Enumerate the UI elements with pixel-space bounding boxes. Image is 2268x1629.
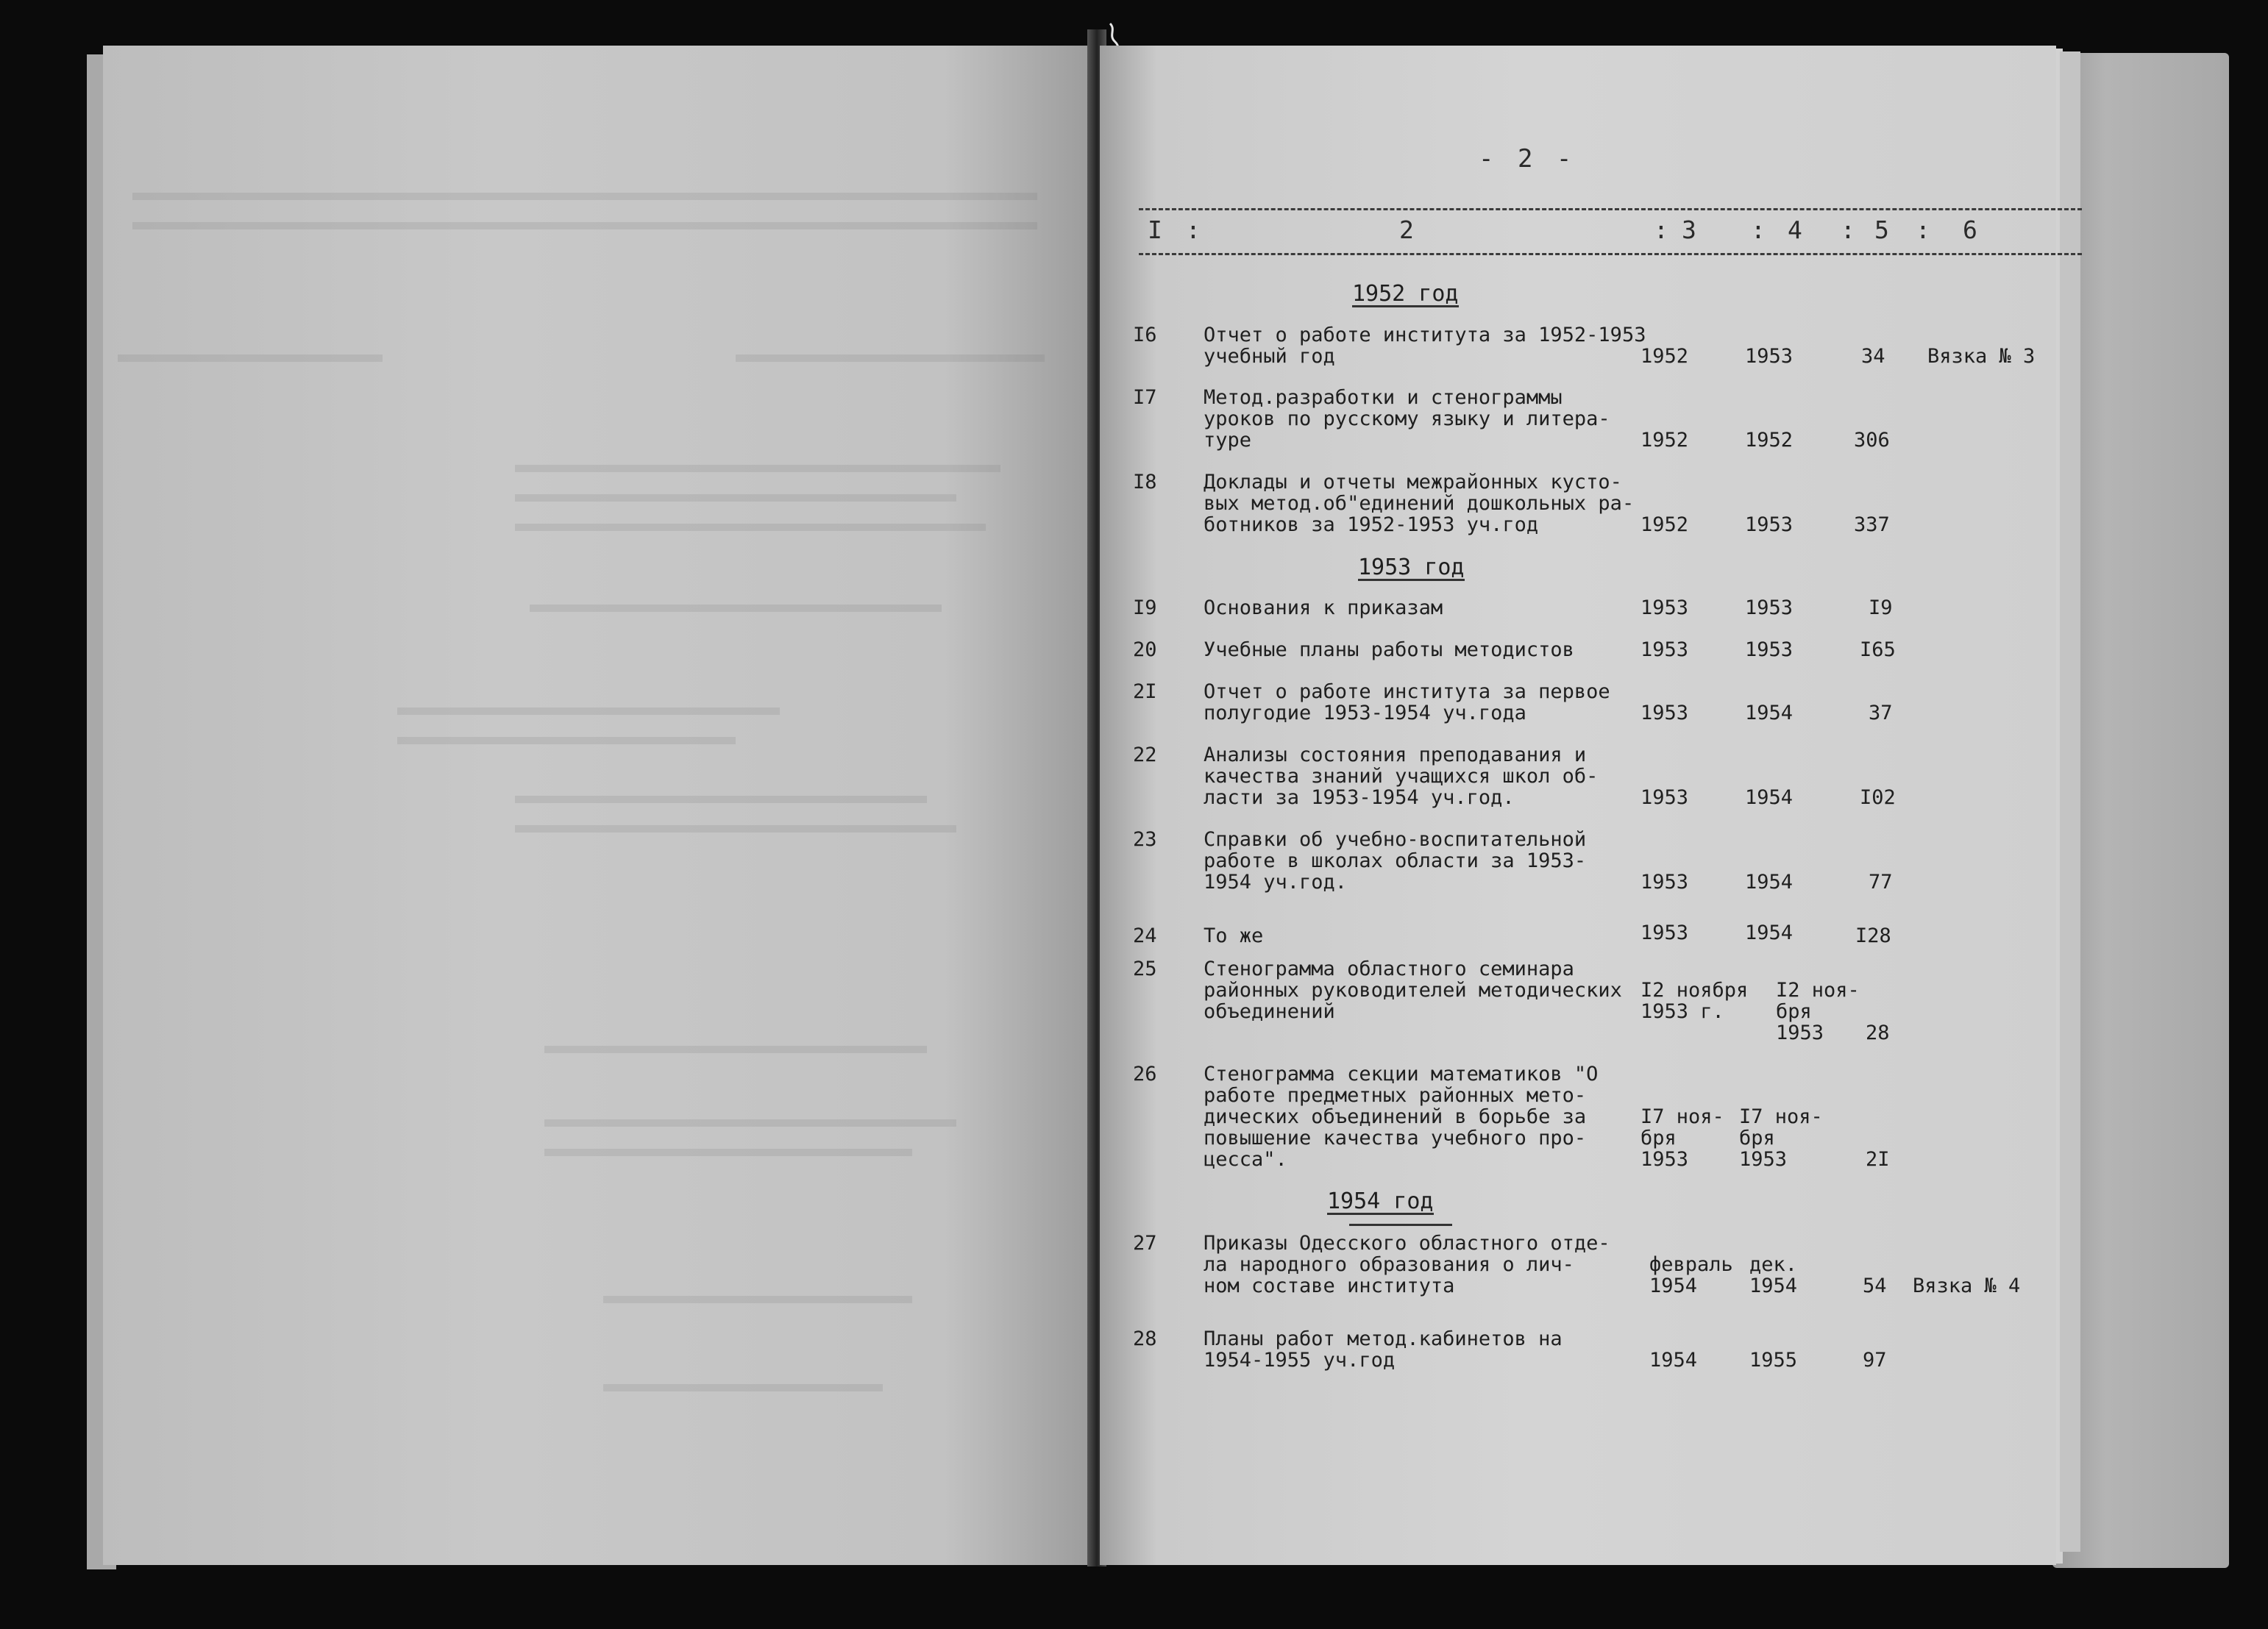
row-end-date: 1952 — [1745, 429, 1794, 452]
left-page — [103, 46, 1092, 1565]
column-header-2: 2 — [1399, 215, 1414, 244]
row-sheet-count: I28 — [1855, 924, 1891, 947]
row-end-date: 1954 — [1745, 786, 1794, 809]
row-end-date: 1955 — [1749, 1349, 1798, 1372]
row-number: 24 — [1133, 924, 1157, 947]
row-end-date: 1953 — [1745, 513, 1794, 536]
row-sheet-count: 2I — [1866, 1148, 1890, 1171]
row-sheet-count: 28 — [1866, 1022, 1890, 1044]
row-title: Отчет о работе института за первое полугодие 1953-1954 уч.года — [1204, 680, 1610, 724]
column-header-3: 3 — [1682, 215, 1696, 244]
row-sheet-count: 337 — [1854, 513, 1890, 536]
row-number: I9 — [1133, 596, 1157, 619]
row-note: Вязка № 4 — [1913, 1275, 2021, 1297]
row-title: То же — [1204, 924, 1264, 947]
header-rule-top — [1139, 208, 2082, 210]
row-number: 20 — [1133, 638, 1157, 661]
row-sheet-count: 37 — [1869, 702, 1893, 724]
row-number: 26 — [1133, 1063, 1157, 1086]
page-stack-edge — [2060, 51, 2080, 1552]
row-end-date: 1953 — [1745, 638, 1794, 661]
column-header-6: 6 — [1963, 215, 1977, 244]
row-title: Основания к приказам — [1204, 596, 1443, 619]
column-separator: : — [1841, 215, 1855, 244]
row-start-date: 1953 — [1640, 786, 1689, 809]
row-sheet-count: 77 — [1869, 871, 1893, 894]
column-header-4: 4 — [1788, 215, 1802, 244]
row-end-date: 1953 — [1745, 596, 1794, 619]
row-end-date: 1954 — [1745, 922, 1794, 944]
page-number: - 2 - — [1479, 144, 1576, 174]
year-underline — [1349, 1224, 1452, 1226]
row-start-date: 1953 — [1640, 922, 1689, 944]
row-start-date: 1952 — [1640, 429, 1689, 452]
row-number: 25 — [1133, 958, 1157, 980]
row-end-date: 1954 — [1745, 871, 1794, 894]
row-number: I8 — [1133, 471, 1157, 493]
row-title: Стенограмма областного семинара районных руководителей методических объединений — [1204, 958, 1622, 1023]
row-start-date: 1954 — [1649, 1349, 1698, 1372]
row-sheet-count: 97 — [1863, 1349, 1887, 1372]
row-sheet-count: I9 — [1869, 596, 1893, 619]
row-start-date: 1953 — [1640, 871, 1689, 894]
row-title: Анализы состояния преподавания и качества знаний учащихся школ об- ласти за 1953-1954 уч.год. — [1204, 744, 1599, 809]
row-start-date: 1953 — [1640, 702, 1689, 724]
row-sheet-count: 34 — [1861, 345, 1885, 368]
row-title: Учебные планы работы методистов — [1204, 638, 1574, 661]
row-start-date: 1953 — [1640, 638, 1689, 661]
row-end-date: I7 ноя- бря 1953 — [1739, 1105, 1823, 1171]
row-number: I7 — [1133, 386, 1157, 409]
row-number: 27 — [1133, 1232, 1157, 1255]
row-title: Метод.разработки и стенограммы уроков по русскому языку и литера- туре — [1204, 386, 1610, 452]
row-number: 23 — [1133, 828, 1157, 851]
row-title: Стенограмма секции математиков "О работе предметных районных мето- дических объединений в борьбе за повышение качества учебного про- цесса". — [1204, 1063, 1599, 1171]
year-heading: 1953 год — [1358, 555, 1465, 580]
row-title: Отчет о работе института за 1952-1953 учебный год — [1204, 324, 1646, 368]
row-start-date: 1952 — [1640, 345, 1689, 368]
row-number: 22 — [1133, 744, 1157, 766]
row-end-date: I2 ноя- бря 1953 — [1776, 979, 1860, 1044]
row-sheet-count: 54 — [1863, 1275, 1887, 1297]
row-start-date: февраль 1954 — [1649, 1253, 1733, 1297]
row-end-date: дек. 1954 — [1749, 1253, 1798, 1297]
row-number: 28 — [1133, 1327, 1157, 1350]
column-header-1: I — [1148, 215, 1162, 244]
year-heading: 1954 год — [1327, 1188, 1434, 1214]
row-start-date: 1952 — [1640, 513, 1689, 536]
row-number: 2I — [1133, 680, 1157, 703]
row-number: I6 — [1133, 324, 1157, 346]
year-heading: 1952 год — [1352, 281, 1459, 307]
row-sheet-count: 306 — [1854, 429, 1890, 452]
row-start-date: I2 ноября 1953 г. — [1640, 979, 1749, 1023]
row-note: Вязка № 3 — [1927, 345, 2036, 368]
row-title: Приказы Одесского областного отде- ла народного образования о лич- ном составе института — [1204, 1232, 1610, 1297]
row-end-date: 1953 — [1745, 345, 1794, 368]
column-separator: : — [1186, 215, 1201, 244]
row-title: Доклады и отчеты межрайонных кусто- вых метод.об"единений дошкольных ра- ботников за 1952-1953 уч.год — [1204, 471, 1635, 536]
column-separator: : — [1916, 215, 1930, 244]
header-rule-bottom — [1139, 253, 2082, 255]
row-title: Планы работ метод.кабинетов на 1954-1955 уч.год — [1204, 1327, 1563, 1372]
row-start-date: 1953 — [1640, 596, 1689, 619]
row-sheet-count: I02 — [1860, 786, 1896, 809]
column-separator: : — [1654, 215, 1668, 244]
row-sheet-count: I65 — [1860, 638, 1896, 661]
row-title: Справки об учебно-воспитательной работе в школах области за 1953- 1954 уч.год. — [1204, 828, 1587, 894]
column-header-5: 5 — [1874, 215, 1889, 244]
row-end-date: 1954 — [1745, 702, 1794, 724]
row-start-date: I7 ноя- бря 1953 — [1640, 1105, 1724, 1171]
column-separator: : — [1751, 215, 1766, 244]
